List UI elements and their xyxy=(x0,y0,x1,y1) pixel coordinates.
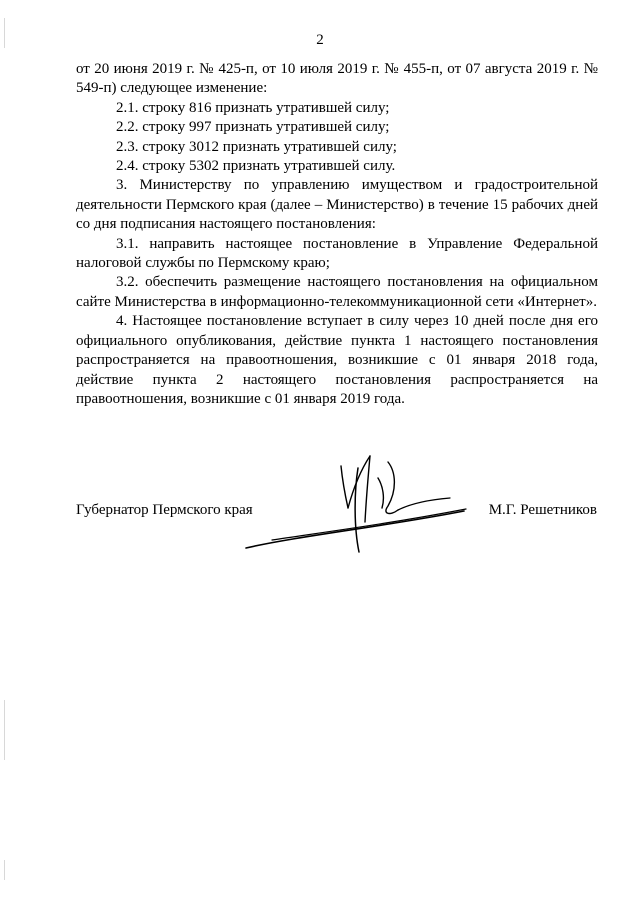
paragraph-item-2-1: 2.1. строку 816 признать утратившей силу; xyxy=(116,99,390,116)
scan-edge-mark-middle xyxy=(4,700,5,760)
paragraph-item-2-3: 2.3. строку 3012 признать утратившей силу; xyxy=(116,138,397,155)
paragraph-item-3-1: 3.1. направить настоящее постановление в Управление Федеральной налоговой службы по Пермскому краю; xyxy=(76,235,598,272)
paragraph-item-2-4: 2.4. строку 5302 признать утратившей силу. xyxy=(116,158,396,175)
paragraph-item-4: 4. Настоящее постановление вступает в силу через 10 дней после дня его официального опубликования, действие пункта 1 настоящего постановления распространяется на правоотношения, возникшие с 01 января 2018 года, действие пункта 2 настоящего постановления распространяется на правоотношения, возникшие с 01 января 2019 года. xyxy=(76,313,598,407)
paragraph-item-3-2: 3.2. обеспечить размещение настоящего постановления на официальном сайте Министерства в информационно-телекоммуникационной сети «Интернет». xyxy=(76,274,598,310)
document-body xyxy=(76,60,598,409)
paragraph-continuation: от 20 июня 2019 г. № 425-п, от 10 июля 2019 г. № 455-п, от 07 августа 2019 г. № 549-п) следующее изменение: xyxy=(76,61,598,97)
signatory-title: Губернатор Пермского края xyxy=(76,502,253,518)
page-number: 2 xyxy=(316,32,324,48)
paragraph-item-3: 3. Министерству по управлению имуществом и градостроительной деятельности Пермского края (далее – Министерство) в течение 15 рабочих дней со дня подписания настоящего постановления: xyxy=(76,177,598,233)
handwritten-signature xyxy=(238,448,476,556)
signatory-name: М.Г. Решетников xyxy=(488,502,597,518)
scan-edge-mark-bottom xyxy=(4,860,5,880)
paragraph-item-2-2: 2.2. строку 997 признать утратившей силу; xyxy=(116,119,390,136)
